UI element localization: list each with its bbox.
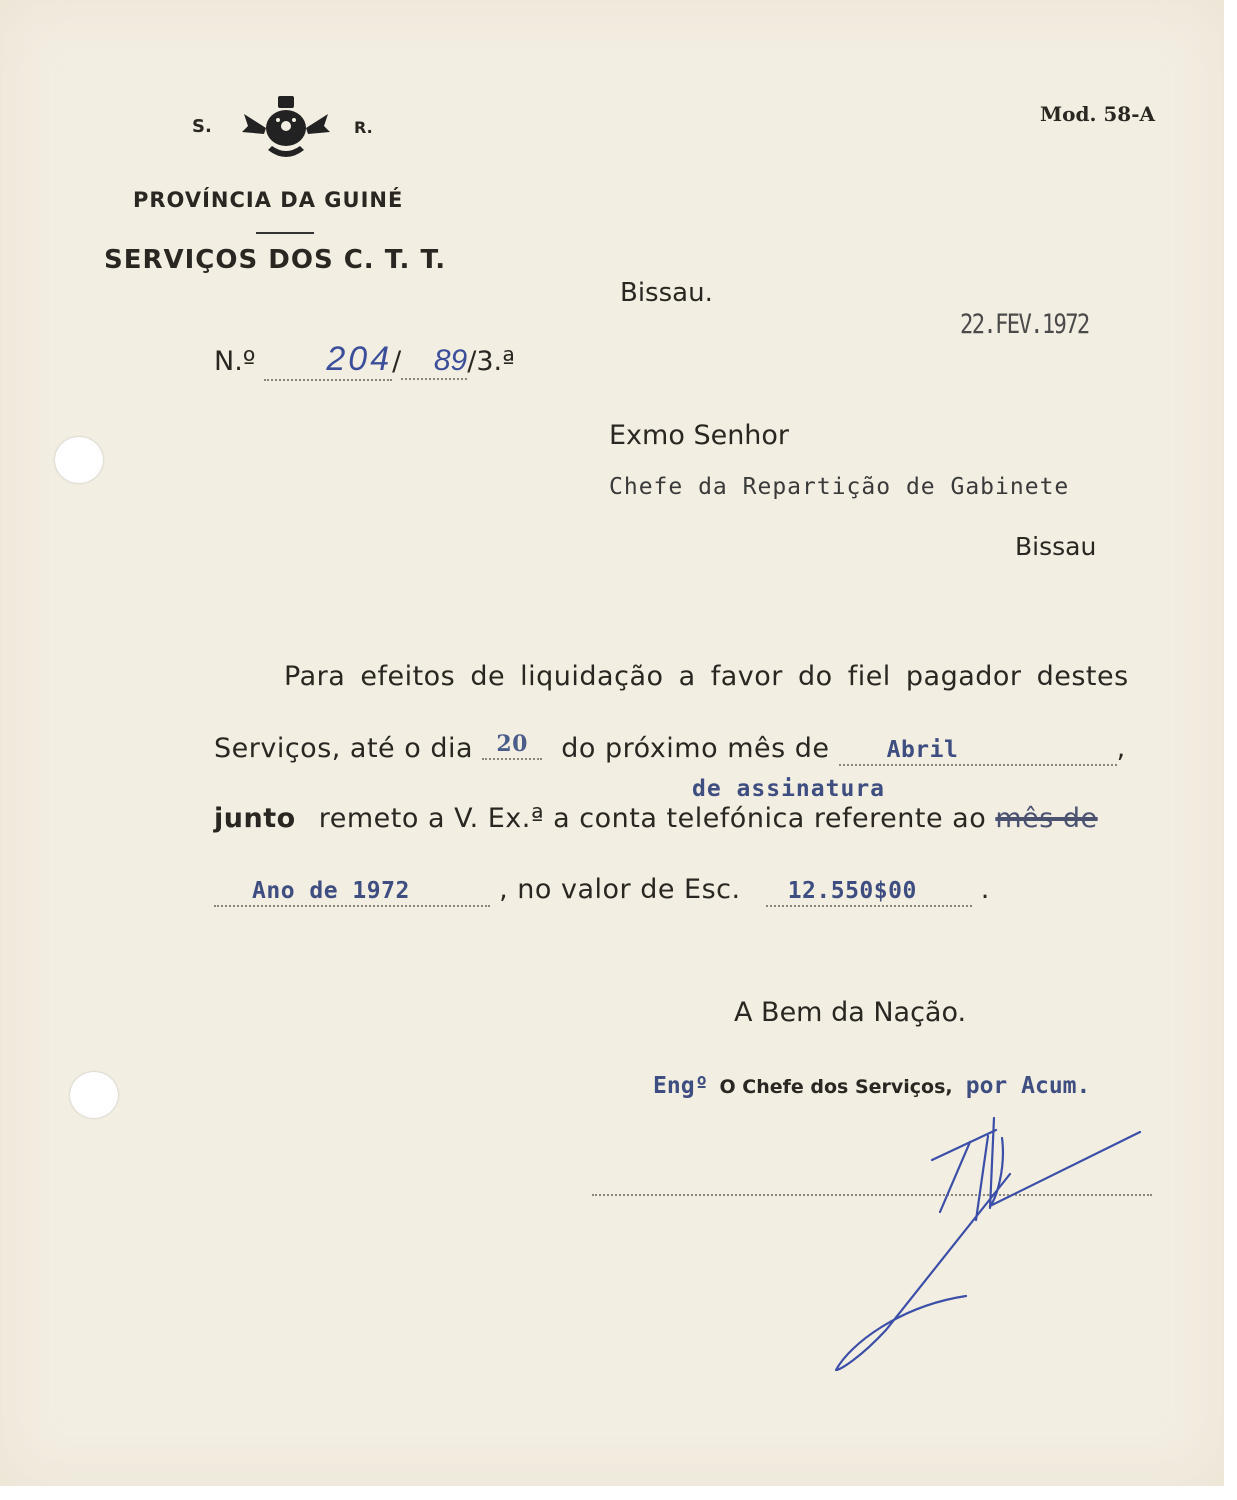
payment-month: Abril bbox=[886, 737, 959, 763]
signature-prefix: Engº bbox=[653, 1073, 709, 1099]
signature-title bbox=[653, 1073, 1090, 1099]
body-line-2-text-a: Serviços, até o dia bbox=[214, 733, 474, 764]
signature-role: O Chefe dos Serviços, bbox=[719, 1076, 953, 1098]
form-code: Mod. 58-A bbox=[1040, 102, 1156, 126]
reference-separator-1: / bbox=[392, 346, 402, 377]
billing-period: Ano de 1972 bbox=[252, 878, 410, 904]
body-line-2 bbox=[214, 733, 1126, 766]
body-line-2-text-b: do próximo mês de bbox=[561, 733, 830, 764]
signature-suffix: por Acum. bbox=[965, 1073, 1091, 1099]
addressee-salutation: Exmo Senhor bbox=[609, 420, 790, 451]
body-line-3-text-a: junto bbox=[214, 803, 296, 834]
payment-day: 20 bbox=[496, 731, 528, 757]
addressee-city: Bissau bbox=[1015, 532, 1097, 561]
reference-prefix: N.º bbox=[214, 346, 256, 377]
scan-margin-right bbox=[1224, 0, 1237, 1500]
body-line-3-text-b: remeto a V. Ex.ª a conta telefónica referente ao bbox=[318, 803, 987, 834]
emblem-right-letter: R. bbox=[354, 118, 373, 137]
struck-text: mês de bbox=[995, 803, 1098, 834]
body-line-2-end: , bbox=[1116, 733, 1126, 764]
emblem-left-letter: S. bbox=[192, 116, 212, 137]
punch-hole-top bbox=[55, 437, 103, 483]
reference-section: 3.ª bbox=[476, 346, 515, 377]
handwritten-signature bbox=[820, 1108, 1160, 1388]
province-heading: PROVÍNCIA DA GUINÉ bbox=[133, 188, 404, 212]
reference-main-number: 204 bbox=[326, 340, 393, 378]
coat-of-arms-icon bbox=[238, 92, 334, 164]
reference-number bbox=[214, 340, 515, 381]
amount-value: 12.550$00 bbox=[787, 878, 917, 904]
addressee-title: Chefe da Repartição de Gabinete bbox=[609, 474, 1070, 500]
body-line-1: Para efeitos de liquidação a favor do fiel pagador destes bbox=[284, 661, 1129, 692]
header-divider bbox=[256, 232, 314, 234]
body-line-3 bbox=[214, 803, 1098, 834]
place-label: Bissau. bbox=[620, 278, 713, 308]
date-stamp: 22.FEV.1972 bbox=[960, 309, 1089, 340]
scan-margin-bottom bbox=[0, 1486, 1237, 1500]
body-line-4-end: . bbox=[980, 874, 990, 905]
punch-hole-bottom bbox=[70, 1072, 118, 1118]
reference-separator-2: / bbox=[467, 346, 477, 377]
closing-phrase: A Bem da Nação. bbox=[734, 997, 967, 1028]
inserted-phrase: de assinatura bbox=[692, 776, 886, 802]
body-line-4-text-b: , no valor de Esc. bbox=[499, 874, 741, 905]
service-heading: SERVIÇOS DOS C. T. T. bbox=[104, 245, 447, 275]
reference-sub-number: 89 bbox=[433, 344, 468, 377]
body-line-4 bbox=[214, 874, 990, 907]
